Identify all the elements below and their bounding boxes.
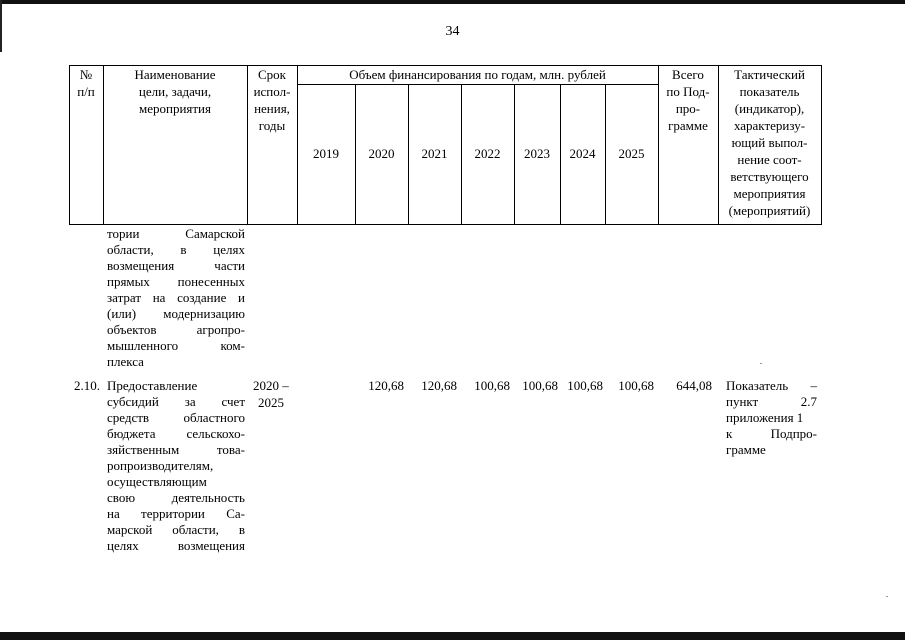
row-number: 2.10. <box>74 378 100 393</box>
row-value-2025: 100,68 <box>618 378 654 393</box>
year-2019: 2019 <box>313 146 339 161</box>
row-total: 644,08 <box>676 378 712 393</box>
year-2020: 2020 <box>368 146 395 161</box>
year-2024: 2024 <box>569 146 596 161</box>
year-2025: 2025 <box>618 146 645 161</box>
year-2023: 2023 <box>524 146 550 161</box>
page-number: 34 <box>445 24 460 39</box>
year-2022: 2022 <box>474 146 501 161</box>
row-indicator: Показатель – пункт 2.7 приложения 1 к Подпро- грамме <box>726 378 817 457</box>
row-term-line2: 2025 <box>258 395 284 410</box>
row-value-2020: 120,68 <box>368 378 404 393</box>
row-value-2021: 120,68 <box>421 378 457 393</box>
scan-speck <box>886 596 888 597</box>
year-2021: 2021 <box>421 146 448 161</box>
bottom-border <box>0 632 905 640</box>
row-value-2024: 100,68 <box>567 378 603 393</box>
header-funding-title: Объем финансирования по годам, млн. рублей <box>349 67 606 82</box>
continuation-text: тории Самарской области, в целях возмещения части прямых понесенных затрат на создание и (или) модернизацию объектов агропро- мышленного ком- плекса <box>107 226 245 369</box>
top-border <box>0 0 905 4</box>
row-value-2022: 100,68 <box>474 378 510 393</box>
row-term-line1: 2020 – <box>253 378 289 393</box>
row-name: Предоставление субсидий за счет средств областного бюджета сельскохо- зяйственным това- ропроизводителям, осуществляющим свою деятельность на территории Са- марской области, в целях возмещения <box>107 378 245 553</box>
row-value-2023: 100,68 <box>522 378 558 393</box>
scan-speck <box>760 363 762 364</box>
